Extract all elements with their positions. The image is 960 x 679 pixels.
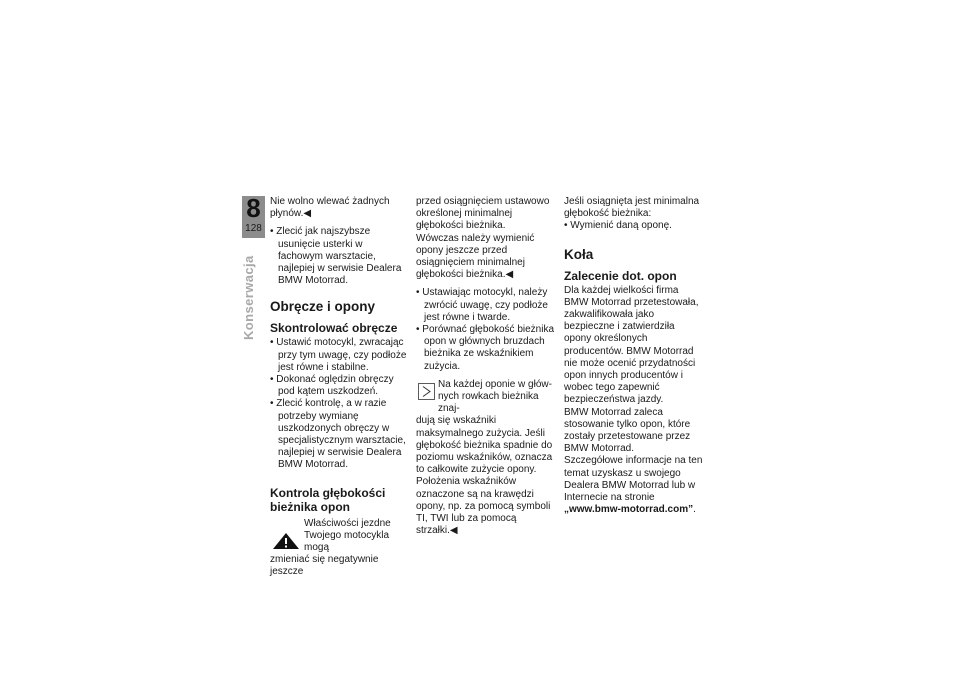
heading-wheels: Koła	[564, 246, 594, 262]
intro-line-2: płynów.◀	[270, 208, 312, 220]
list-item: • Wymienić daną oponę.	[564, 220, 672, 232]
warning-line-2: Twojego motocykla mogą	[304, 529, 390, 554]
chapter-tab	[242, 193, 265, 238]
intro-line-1: Nie wolno wlewać żadnych	[270, 196, 390, 207]
note-arrow-icon	[418, 383, 435, 400]
paragraph: Wówczas należy wymienić opony jeszcze przed osiągnięciem minimalnej głębokości bieżnika.◀	[416, 232, 535, 281]
paragraph: przed osiągnięciem ustawowo określonej minimalnej głębokości bieżnika.	[416, 196, 550, 232]
note-line-1: Na każdej oponie w głów-	[438, 378, 552, 390]
note-block	[416, 379, 556, 538]
list-item: • Dokonać oględzin obręczy pod kątem uszkodzeń.	[270, 374, 394, 398]
paragraph: Jeśli osiągnięta jest minimalna głębokość bieżnika:	[564, 196, 700, 220]
list-item: • Zlecić kontrolę, a w razie potrzeby wymianę uszkodzonych obręczy w specjalistycznym warsztacie, najlepiej w serwisie Dealera BMW Motorrad.	[270, 398, 406, 471]
column-3	[564, 196, 704, 516]
heading-tread-depth-2: bieżnika opon	[270, 499, 351, 514]
paragraph: BMW Motorrad zaleca stosowanie tylko opon, które zostały przetestowane przez BMW Motorrad.	[564, 406, 691, 455]
period: .	[693, 504, 696, 516]
warning-line-3: zmieniać się negatywnie jeszcze	[270, 554, 379, 578]
heading-rims-tyres: Obręcze i opony	[270, 299, 376, 315]
page-number: 128	[245, 223, 262, 234]
list-item: • Ustawić motocykl, zwracając przy tym uwagę, czy podłoże jest równe i stabilne.	[270, 337, 407, 373]
warning-block	[270, 518, 410, 579]
warning-triangle-icon	[271, 532, 301, 550]
list-item: • Porównać głębokość bieżnika opon w głównych bruzdach bieżnika ze wskaźnikiem zużycia.	[416, 324, 555, 372]
heading-tread-depth-1: Kontrola głębokości	[270, 485, 386, 500]
column-1	[270, 196, 410, 579]
warning-line-1: Właściwości jezdne	[304, 517, 391, 529]
chapter-title: Konserwacja	[241, 255, 256, 340]
note-text: dują się wskaźniki maksymalnego zużycia. Jeśli głębokość bieżnika spadnie do poziomu wskaźników, oznacza to całkowite zużycie opony. Położenia wskaźników oznaczone są na krawędzi opony, np. za pomocą symboli TI, TWI lub za pomocą strzałki.◀	[416, 415, 553, 537]
heading-check-rims: Skontrolować obręcze	[270, 321, 398, 336]
chapter-number: 8	[246, 193, 261, 223]
paragraph	[564, 455, 704, 516]
website-link[interactable]: „www.bmw-motorrad.com”	[564, 504, 694, 516]
list-item: • Zlecić jak najszybsze usunięcie usterki w fachowym warsztacie, najlepiej w serwisie Dealera BMW Motorrad.	[270, 226, 402, 287]
column-2	[416, 196, 556, 537]
paragraph: Dla każdej wielkości firma BMW Motorrad przetestowała, zakwalifikowała jako bezpieczne i zatwierdziła opony określonych producentów. BMW Motorrad nie może ocenić przydatności opon innych producentów i wobec tego zapewnić bezpieczeństwa jazdy.	[564, 284, 699, 406]
heading-tyre-recommendation: Zalecenie dot. opon	[564, 268, 677, 283]
paragraph-text: Szczegółowe informacje na ten temat uzyskasz u swojego Dealera BMW Motorrad lub w Internecie na stronie	[564, 455, 703, 504]
note-line-2: nych rowkach bieżnika znaj-	[438, 391, 539, 415]
list-item: • Ustawiając motocykl, należy zwrócić uwagę, czy podłoże jest równe i twarde.	[416, 287, 548, 323]
